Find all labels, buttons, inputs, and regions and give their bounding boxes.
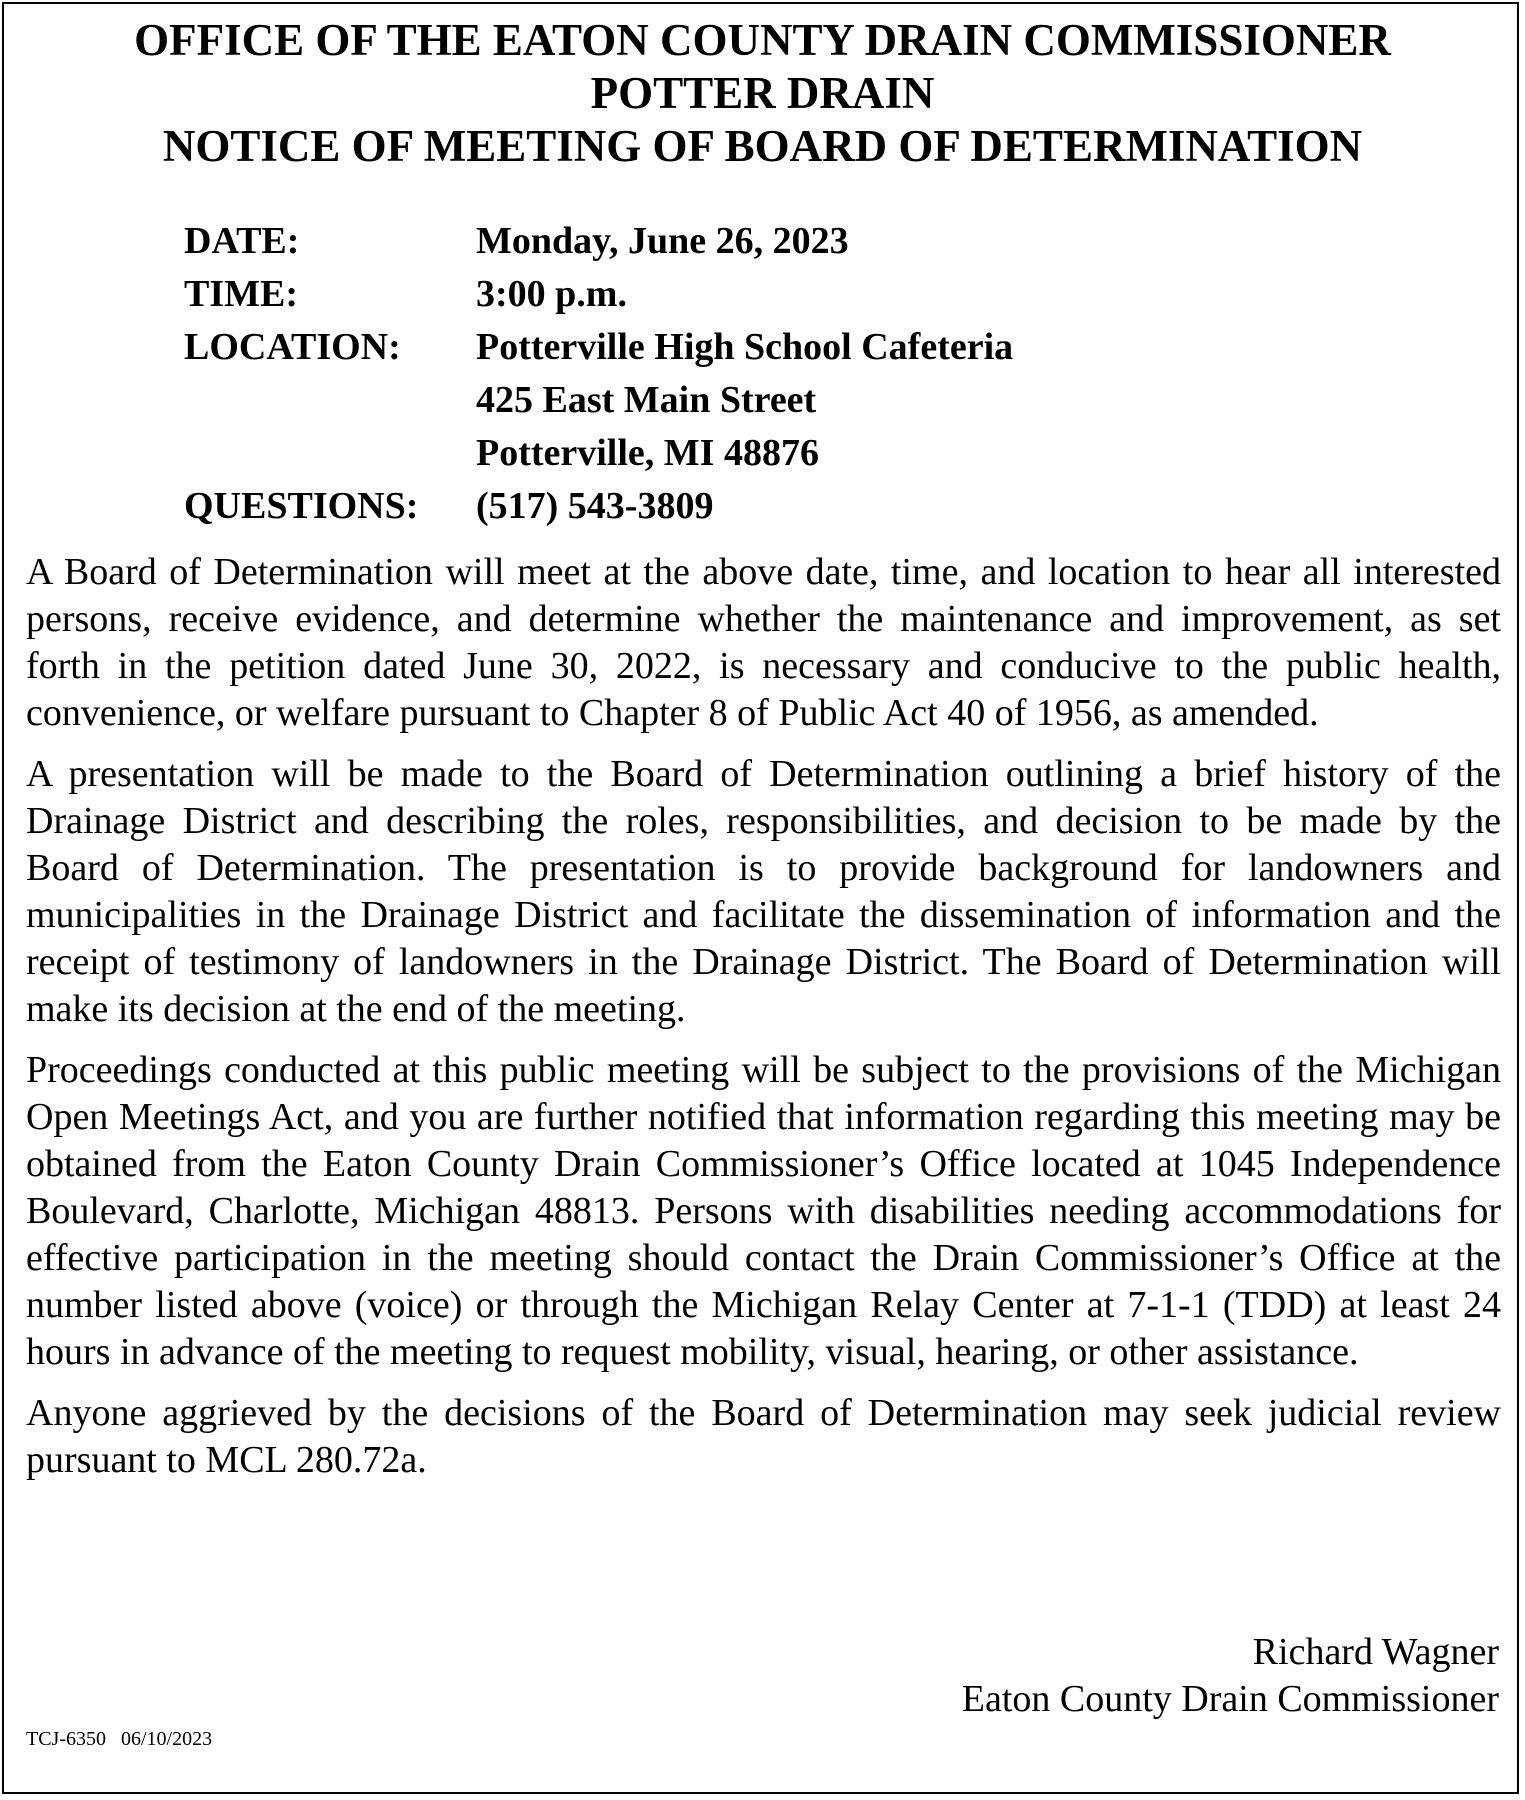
questions-phone: (517) 543-3809 bbox=[476, 485, 714, 527]
time-row bbox=[184, 268, 1013, 321]
location-street-row bbox=[184, 374, 1013, 427]
body-paragraph: Proceedings conducted at this public meeting will be subject to the provisions of the Michigan Open Meetings Act, and you are further notified that information regarding this meeting may be obtained from the Eaton County Drain Commissioner’s Office located at 1045 Independence Boulevard, Charlotte, Michigan 48813. Persons with disabilities needing accommodations for effective participation in the meeting should contact the Drain Commissioner’s Office at the number listed above (voice) or through the Michigan Relay Center at 7-1-1 (TDD) at least 24 hours in advance of the meeting to request mobility, visual, hearing, or other assistance. bbox=[26, 1049, 1501, 1373]
body-paragraph: A Board of Determination will meet at the above date, time, and location to hear all interested persons, receive evidence, and determine whether the maintenance and improvement, as set forth in the petition dated June 30, 2022, is necessary and conducive to the public health, convenience, or welfare pursuant to Chapter 8 of Public Act 40 of 1956, as amended. bbox=[26, 551, 1501, 734]
location-venue: Potterville High School Cafeteria bbox=[476, 326, 1014, 368]
notice-body bbox=[26, 549, 1501, 1498]
signatory-name: Richard Wagner bbox=[1252, 1631, 1499, 1673]
notice-header bbox=[0, 14, 1525, 173]
date-label: DATE: bbox=[184, 220, 300, 262]
location-row bbox=[184, 321, 1013, 374]
publication-code: TCJ-6350 bbox=[26, 1728, 106, 1750]
questions-label: QUESTIONS: bbox=[184, 485, 419, 527]
publication-date: 06/10/2023 bbox=[121, 1728, 213, 1750]
body-paragraph: A presentation will be made to the Board of Determination outlining a brief history of the Drainage District and describing the roles, responsibilities, and decision to be made by the Board of Determination. The presentation is to provide background for landowners and municipalities in the Drainage District and facilitate the dissemination of information and the receipt of testimony of landowners in the Drainage District. The Board of Determination will make its decision at the end of the meeting. bbox=[26, 753, 1501, 1030]
signature-block bbox=[962, 1629, 1499, 1723]
date-row bbox=[184, 215, 1013, 268]
location-city: Potterville, MI 48876 bbox=[476, 432, 819, 474]
publication-footer bbox=[26, 1727, 212, 1751]
body-paragraph: Anyone aggrieved by the decisions of the Board of Determination may seek judicial review pursuant to MCL 280.72a. bbox=[26, 1392, 1501, 1481]
location-street: 425 East Main Street bbox=[476, 379, 817, 421]
drain-name: POTTER DRAIN bbox=[590, 68, 935, 118]
meeting-details bbox=[184, 215, 1013, 533]
office-title: OFFICE OF THE EATON COUNTY DRAIN COMMISSIONER bbox=[134, 15, 1391, 65]
signatory-title: Eaton County Drain Commissioner bbox=[961, 1678, 1499, 1720]
location-city-row bbox=[184, 427, 1013, 480]
time-value: 3:00 p.m. bbox=[476, 273, 627, 315]
notice-title: NOTICE OF MEETING OF BOARD OF DETERMINATION bbox=[162, 121, 1363, 171]
questions-row bbox=[184, 480, 1013, 533]
date-value: Monday, June 26, 2023 bbox=[476, 220, 849, 262]
location-label: LOCATION: bbox=[184, 326, 401, 368]
time-label: TIME: bbox=[184, 273, 298, 315]
